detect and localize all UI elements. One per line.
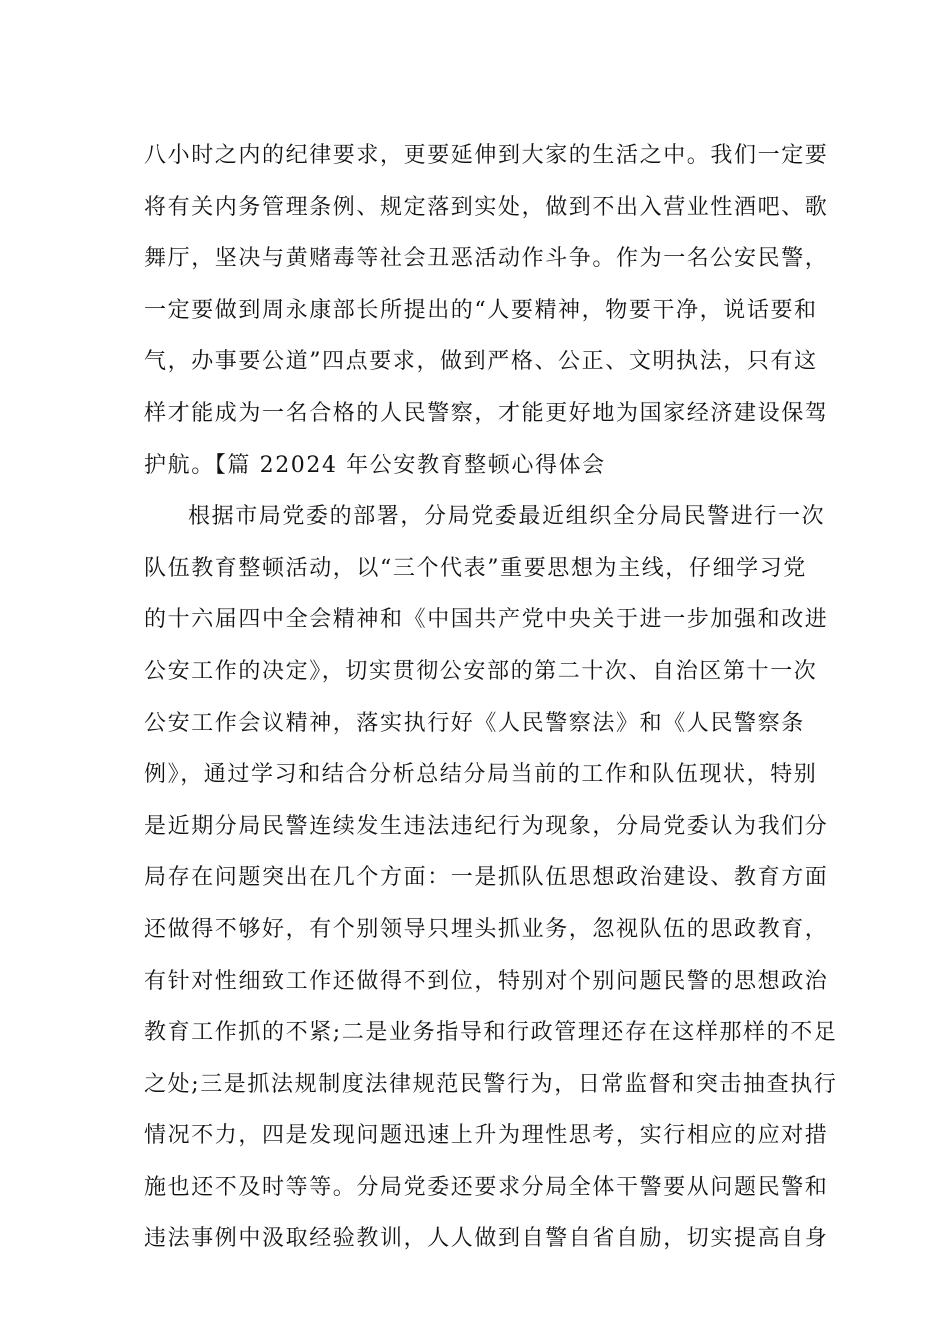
text-line: 教育工作抓的不紧;二是业务指导和行政管理还存在这样那样的不足: [144, 1020, 838, 1046]
text-line: 公安工作的决定》，切实贯彻公安部的第二十次、自治区第十一次: [144, 658, 818, 684]
text-line: 有针对性细致工作还做得不到位，特别对个别问题民警的思想政治: [144, 968, 829, 994]
body-text: [144, 130, 838, 1265]
text-line: 之处;三是抓法规制度法律规范民警行为，日常监督和突击抽查执行: [144, 1071, 838, 1097]
text-line: 八小时之内的纪律要求，更要延伸到大家的生活之中。我们一定要: [144, 143, 829, 168]
text-line-section-heading: 护航。【篇 22024 年公安教育整顿心得体会: [144, 452, 606, 478]
text-line: 违法事例中汲取经验教训，人人做到自警自省自励，切实提高自身: [144, 1226, 829, 1252]
paragraph-first-line: 根据市局党委的部署，分局党委最近组织全分局民警进行一次: [188, 504, 826, 530]
text-line: 将有关内务管理条例、规定落到实处，做到不出入营业性酒吧、歌: [144, 194, 829, 220]
text-line: 队伍教育整顿活动，以“三个代表”重要思想为主线，仔细学习党: [144, 555, 807, 581]
text-line: 局存在问题突出在几个方面：一是抓队伍思想政治建设、教育方面: [144, 865, 829, 891]
text-line: 舞厅，坚决与黄赌毒等社会丑恶活动作斗争。作为一名公安民警，: [144, 246, 829, 272]
text-line: 情况不力，四是发现问题迅速上升为理性思考，实行相应的应对措: [144, 1123, 829, 1149]
text-line: 例》，通过学习和结合分析总结分局当前的工作和队伍现状，特别: [144, 762, 818, 788]
text-line: 公安工作会议精神，落实执行好《人民警察法》和《人民警察条: [144, 710, 805, 736]
text-line: 还做得不够好，有个别领导只埋头抓业务，忽视队伍的思政教育，: [144, 916, 829, 942]
text-line: 是近期分局民警连续发生违法违纪行为现象，分局党委认为我们分: [144, 813, 829, 839]
text-line: 的十六届四中全会精神和《中国共产党中央关于进一步加强和改进: [144, 607, 829, 633]
text-line: 施也还不及时等等。分局党委还要求分局全体干警要从问题民警和: [144, 1174, 829, 1200]
text-line: 样才能成为一名合格的人民警察，才能更好地为国家经济建设保驾: [144, 400, 829, 426]
text-line: 一定要做到周永康部长所提出的“人要精神，物要干净，说话要和: [144, 297, 818, 323]
text-line: 气，办事要公道”四点要求，做到严格、公正、文明执法，只有这: [144, 349, 818, 375]
